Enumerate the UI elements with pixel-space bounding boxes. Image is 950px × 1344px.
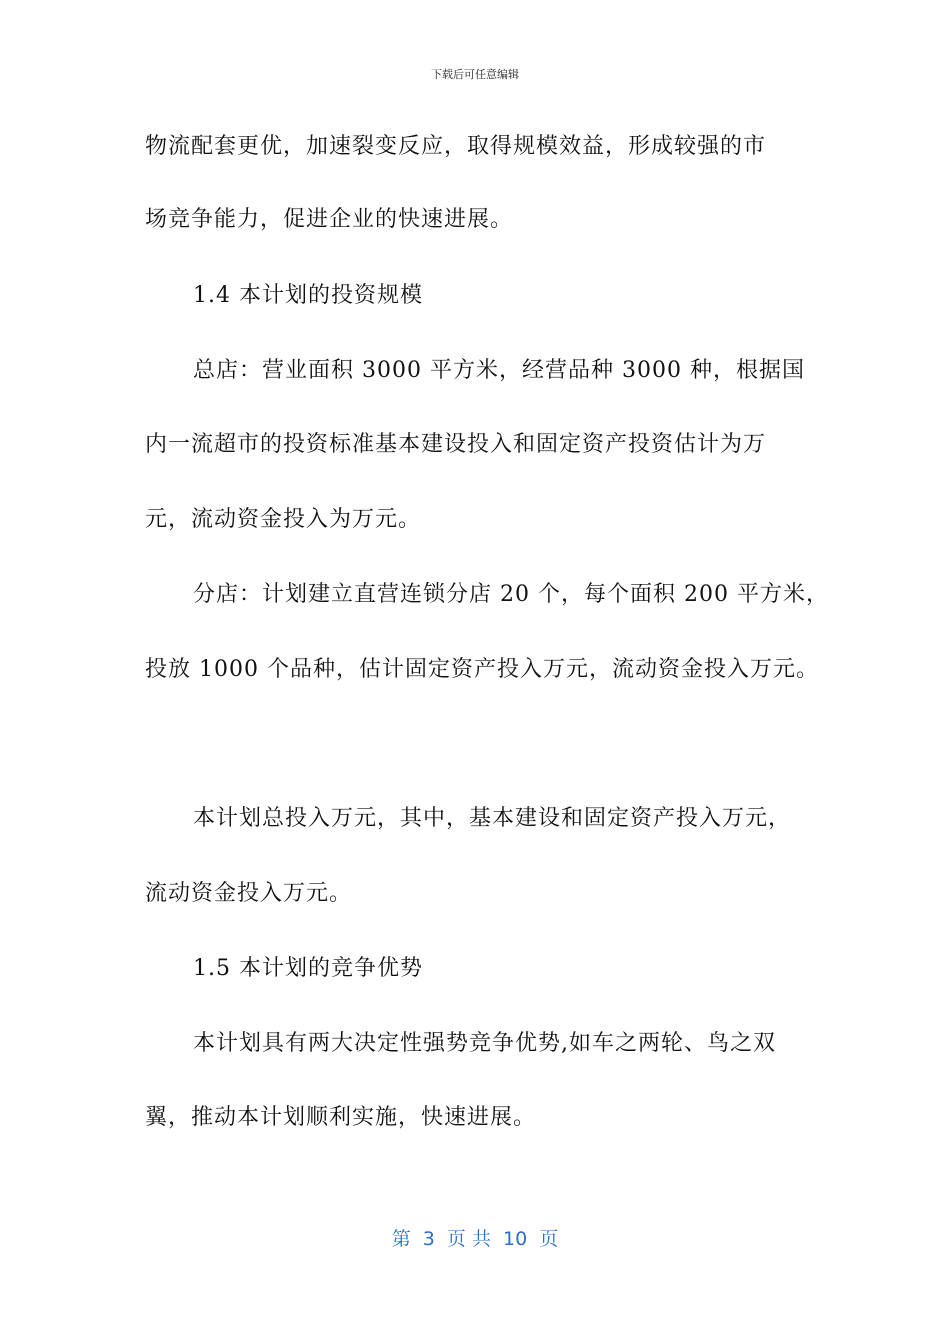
paragraph-line: 总店：营业面积 3000 平方米，经营品种 3000 种，根据国	[193, 358, 805, 383]
paragraph-line: 本计划具有两大决定性强势竞争优势,如车之两轮、鸟之双	[193, 1031, 776, 1056]
paragraph-line: 场竞争能力，促进企业的快速进展。	[145, 207, 514, 232]
paragraph-line: 分店：计划建立直营连锁分店 20 个，每个面积 200 平方米，	[193, 582, 829, 607]
paragraph-line: 内一流超市的投资标准基本建设投入和固定资产投资估计为万	[145, 432, 767, 457]
page-number-footer: 第 3 页 共 10 页	[391, 1228, 559, 1250]
paragraph-line: 翼，推动本计划顺利实施，快速进展。	[145, 1105, 537, 1130]
section-heading-1-5: 1.5 本计划的竞争优势	[193, 956, 423, 981]
paragraph-line: 物流配套更优，加速裂变反应，取得规模效益，形成较强的市	[145, 134, 767, 159]
paragraph-line: 流动资金投入万元。	[145, 881, 353, 906]
paragraph-line: 投放 1000 个品种，估计固定资产投入万元，流动资金投入万元。	[145, 657, 819, 682]
paragraph-line: 元，流动资金投入为万元。	[145, 507, 422, 532]
section-heading-1-4: 1.4 本计划的投资规模	[193, 283, 423, 308]
header-note: 下载后可任意编辑	[431, 68, 519, 81]
paragraph-line: 本计划总投入万元，其中，基本建设和固定资产投入万元，	[193, 806, 792, 831]
